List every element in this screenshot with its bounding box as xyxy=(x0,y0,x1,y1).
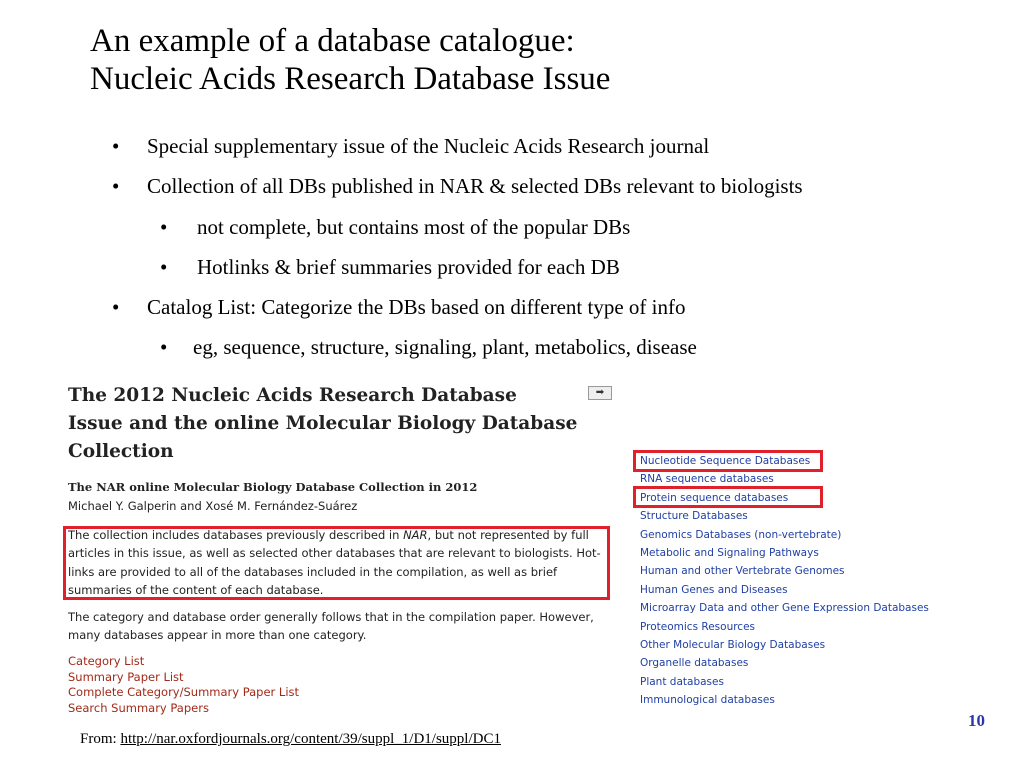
category-link[interactable]: Microarray Data and other Gene Expression Databases xyxy=(640,602,929,615)
nucleotide-highlight-box xyxy=(633,450,823,472)
source-prefix: From: xyxy=(80,731,121,747)
bullet-text: Catalog List: Categorize the DBs based on different type of info xyxy=(147,295,686,319)
slide-title xyxy=(90,22,610,98)
bullet-text: eg, sequence, structure, signaling, plant, metabolics, disease xyxy=(193,335,697,359)
bullet-icon: • xyxy=(160,215,168,239)
arrow-right-icon[interactable]: ➡ xyxy=(588,386,612,400)
screenshot-heading-line-3: Collection xyxy=(68,441,174,462)
collection-description: The collection includes databases previously described in NAR, but not represented by full articles in this issue, as well as selected other databases that are relevant to biologists. Hot-links are provided to all of the databases included in the compilation, as well as brief summaries of the content of each database. xyxy=(68,528,601,598)
protein-highlight-box xyxy=(633,486,823,508)
source-url-link[interactable]: http://nar.oxfordjournals.org/content/39/suppl_1/D1/suppl/DC1 xyxy=(120,731,501,747)
description-highlight-box xyxy=(63,526,610,600)
bullet-icon: • xyxy=(112,174,120,198)
category-link[interactable]: Human and other Vertebrate Genomes xyxy=(640,565,845,578)
category-link[interactable]: Other Molecular Biology Databases xyxy=(640,639,826,652)
bullet-icon: • xyxy=(112,295,120,319)
category-link[interactable]: Genomics Databases (non-vertebrate) xyxy=(640,528,842,541)
bullet-text: Special supplementary issue of the Nucleic Acids Research journal xyxy=(147,134,710,158)
bullet-text: Hotlinks & brief summaries provided for each DB xyxy=(197,255,620,279)
screenshot-heading-line-2: Issue and the online Molecular Biology Database xyxy=(68,413,578,434)
bullet-icon: • xyxy=(112,134,120,158)
category-link[interactable]: Nucleotide Sequence Databases xyxy=(640,455,811,467)
category-link[interactable]: Plant databases xyxy=(640,675,724,688)
category-link[interactable]: RNA sequence databases xyxy=(640,473,774,486)
authors: Michael Y. Galperin and Xosé M. Fernández-Suárez xyxy=(68,499,358,513)
bullet-icon: • xyxy=(160,335,168,359)
nav-links xyxy=(68,654,299,716)
category-link[interactable]: Protein sequence databases xyxy=(640,491,789,504)
order-note: The category and database order generally follows that in the compilation paper. However, many databases appear in more than one category. xyxy=(68,610,594,643)
page-number: 10 xyxy=(968,711,985,730)
bullet-text: not complete, but contains most of the popular DBs xyxy=(197,215,631,239)
slide-title-line-1: An example of a database catalogue: xyxy=(90,23,575,59)
category-link[interactable]: Proteomics Resources xyxy=(640,620,756,633)
category-link[interactable]: Organelle databases xyxy=(640,657,749,670)
screenshot-heading-line-1: The 2012 Nucleic Acids Research Database xyxy=(68,385,517,406)
bullet-text: Collection of all DBs published in NAR & selected DBs relevant to biologists xyxy=(147,174,803,198)
category-link[interactable]: Metabolic and Signaling Pathways xyxy=(640,547,819,560)
link-summary-paper-list[interactable]: Summary Paper List xyxy=(68,669,184,684)
category-link[interactable]: Human Genes and Diseases xyxy=(640,583,788,596)
link-complete-category-summary[interactable]: Complete Category/Summary Paper List xyxy=(68,685,300,700)
link-search-summary-papers[interactable]: Search Summary Papers xyxy=(68,700,209,715)
nar-database-screenshot xyxy=(60,378,980,723)
link-category-list[interactable]: Category List xyxy=(68,654,145,668)
slide-title-line-2: Nucleic Acids Research Database Issue xyxy=(90,61,611,97)
collection-subtitle: The NAR online Molecular Biology Database Collection in 2012 xyxy=(68,480,478,494)
category-link[interactable]: Structure Databases xyxy=(640,510,748,523)
source-citation xyxy=(80,731,501,748)
bullet-icon: • xyxy=(160,255,168,279)
category-link[interactable]: Immunological databases xyxy=(640,694,775,707)
